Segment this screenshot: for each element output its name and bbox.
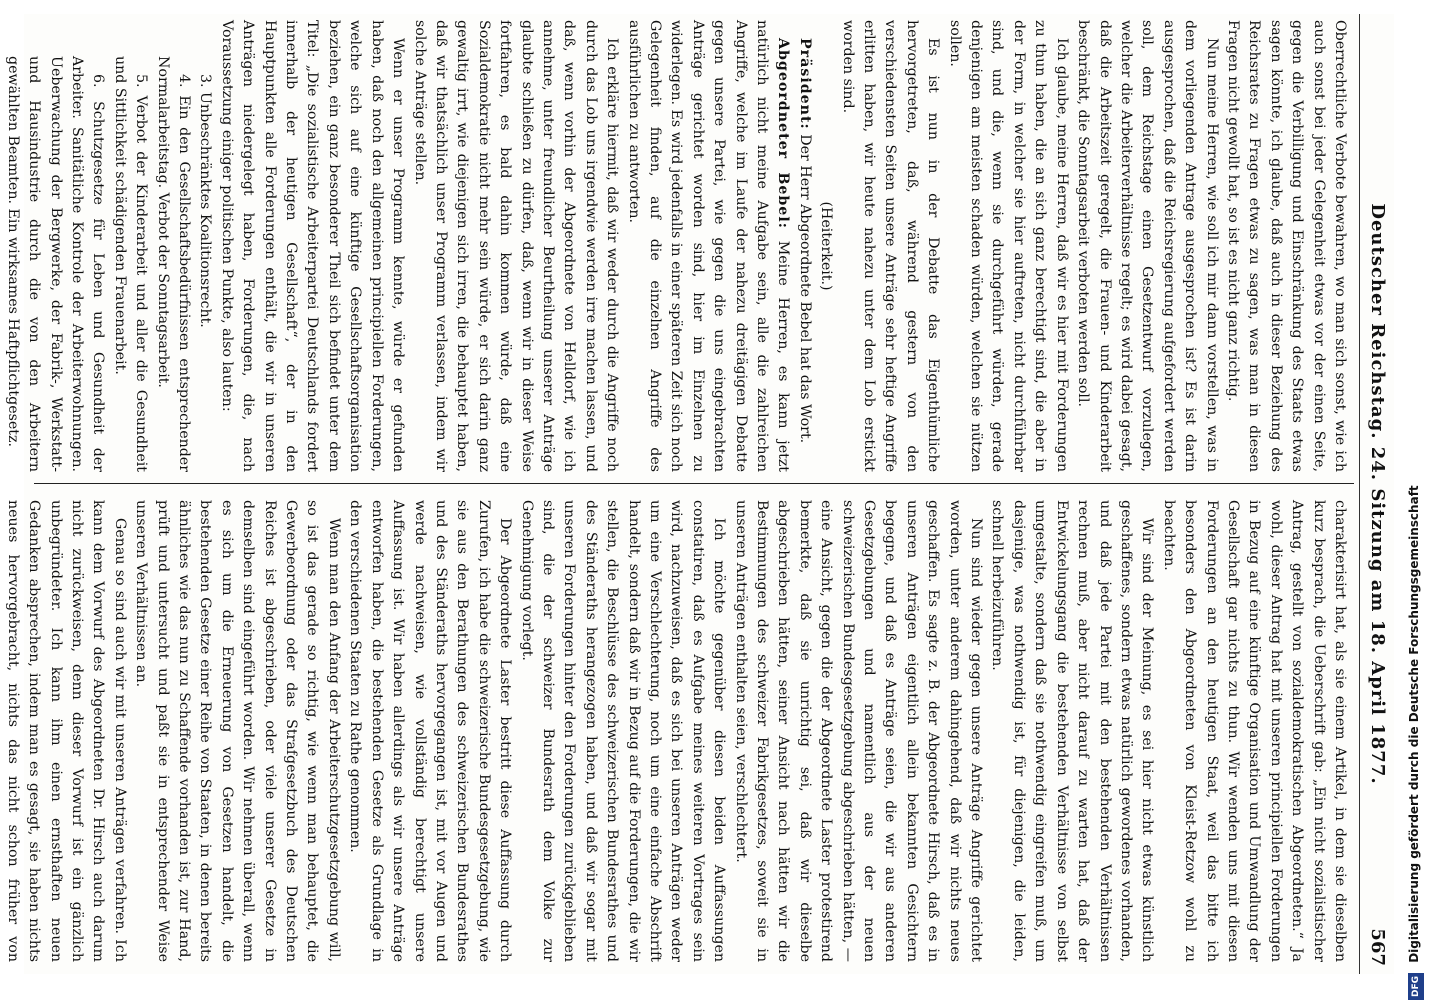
- speaker-paragraph: [793, 20, 814, 472]
- paragraph: Nun meine Herren, wie soll ich mir dann vorstellen, was in dem vorliegenden Antrage ausgesprochen ist? Es ist darin ausgesprochen, daß die Reichsregierung aufgefordert werden soll, dem Reichstage einen Gesetzentwurf vorzulegen, welcher die Arbeiterverhältnisse regelt; es wird dabei gesagt, daß die Arbeitszeit geregelt, die Frauen- und Kinderarbeit beschränkt, die Sonntagsarbeit verboten werden soll.: [1075, 20, 1220, 472]
- speech-text: Meine Herren, es kann jetzt natürlich nicht meine Aufgabe sein, alle die zahlreichen Angriffe, welche im Laufe der nahezu dreitägigen Debatte gegen unsere Partei, wie gegen die uns eingebrachten Anträge gerichtet worden sind, hier im Einzelnen zu widerlegen. Es wird jedenfalls in einer späteren Zeit sich noch Gelegenheit finden, auf die einzelnen Angriffe des ausführlichen zu antworten.: [625, 20, 792, 472]
- page-number: 567: [1367, 928, 1388, 966]
- paragraph: Ich möchte gegenüber diesen beiden Auffassungen constatiren, daß es Aufgabe meines weiteren Vortrages sein wird, nachzuweisen, daß es sich bei unseren Anträgen weder um eine Verschlechterung, noch um eine einfache Abschrift handelt, sondern daß wir in Bezug auf die Forderungen, die wir stellen, die Beschlüsse des schweizerischen Bundesrathes und des Ständeraths herangezogen haben, und daß wir sogar mit unseren Forderungen hinter den Forderungen zurückgeblieben sind, die der schweizer Bundesrath dem Volke zur Genehmigung vorlegt.: [518, 500, 728, 962]
- program-item: 5. Verbot der Kinderarbeit und aller die Gesundheit und Sittlichkeit schädigenden Frauenarbeit.: [111, 56, 150, 472]
- dfg-funding-note: [1402, 0, 1426, 1000]
- dfg-logo: DFG: [1408, 973, 1424, 1000]
- paragraph: Es ist nun in der Debatte das Eigenthümliche hervorgetreten, daß, während gestern von den verschiedensten Seiten unsere Anträge sehr heftige Angriffe erlitten haben, wir heute nahezu unter dem Lob erstickt worden sind.: [839, 20, 942, 472]
- paragraph: Genau so sind auch wir mit unseren Anträgen verfahren. Ich kann dem Vorwurf des Abgeordneten Dr. Hirsch auch darum nicht zurückweisen, denn dieser Vorwurf ist ein gänzlich unbegründeter. Ich kann ihm einen ernsthaften neuen Gedanken absprechen, indem man es gesagt, sie haben nichts neues hervorgebracht, nichts das nicht schon früher von: [4, 500, 128, 962]
- program-item: 4. Ein den Gesellschaftsbedürfnissen entsprechender Normalarbeitstag. Verbot der Sonntagsarbeit.: [154, 56, 193, 472]
- program-item: 6. Schutzgesetze für Leben und Gesundheit der Arbeiter. Sanitätliche Kontrole der Arbeiterwohnungen. Ueberwachung der Bergwerke, der Fabrik-, Werkstatt- und Hausindustrie durch die von den Arbeitern gewählten Beamten. Ein wirksames Haftpflichtgesetz.: [4, 56, 107, 472]
- rotated-page: [4, 14, 1394, 974]
- paragraph: Ich erkläre hiermit, daß wir weder durch die Angriffe noch durch das Lob uns irgendwie werden irre machen lassen, und daß, wenn vorhin der Abgeordnete von Helldorf, wie ich annehme, unter freundlicher Beurtheilung unserer Anträge glaubte schließen zu dürfen, daß, wenn wir in dieser Weise fortfahren, es bald dahin kommen würde, daß eine Sozialdemokratie nicht mehr sein würde, er sich darin ganz gewaltig irrt, wie diejenigen sich irren, die behauptet haben, daß wir thatsächlich unser Programm verlassen, indem wir solche Anträge stellen.: [411, 20, 621, 472]
- right-column: [4, 500, 1350, 962]
- left-column: [4, 20, 1350, 472]
- paragraph: Nun sind wieder gegen unsere Anträge Angriffe gerichtet worden, unter anderem dahingehend, daß wir nichts neues geschaffen. Es sagte z. B. der Abgeordnete Hirsch, daß es in unseren Anträgen eigentlich allein bekannten Gesichtern begegne, und daß es Anträge seien, die wir aus anderen Gesetzgebungen und namentlich aus der neuen schweizerischen Bundesgesetzgebung abgeschrieben hätten, — eine Ansicht, gegen die der Abgeordnete Laster protestirend bemerkte, daß sie unrichtig sei, daß wir dieselbe abgeschrieben hätten, seiner Ansicht nach hätten wir die Bestimmungen des schweizer Fabrikgesetzes, soweit sie in unseren Anträgen enthalten seien, verschlechtert.: [732, 500, 985, 962]
- paragraph: Ich glaube, meine Herren, daß wir es hier mit Forderungen zu thun haben, die an sich ganz berechtigt sind, die aber in der Form, in welcher sie hier auftreten, nicht durchführbar sind, und die, wenn sie durchgeführt würden, gerade denjenigen am meisten schaden würden, welchen sie nützen sollen.: [946, 20, 1070, 472]
- paragraph: Oberrechtliche Verbote bewahren, wo man sich sonst, wie ich auch sonst bei jeder Gelegenheit etwas vor der einen Seite, gegen die Verbilligung und Einschränkung des Staats etwas sagen könnte, ich glaube, daß auch in dieser Beziehung des Reichsrates zu Fragen etwas zu sagen, was man in diesen Fragen nicht gewollt hat, so ist es nicht ganz richtig.: [1224, 20, 1348, 472]
- paragraph: Wenn er unser Programm kennte, würde er gefunden haben, daß noch den allgemeinen principiellen Forderungen, welche sich auf eine künftige Gesellschaftsorganisation beziehen, ein ganz besonderer Theil sich befindet unter dem Titel: „Die sozialistische Arbeiterpartei Deutschlands fordert innerhalb der heutigen Gesellschaft“, der in den Hauptpunkten alle Forderungen enthält, die wir in unseren Anträgen niedergelegt haben, Forderungen, die, nach Voraussetzung einiger politischen Punkte, also lauten:: [218, 20, 407, 472]
- interjection: (Heiterkeit.): [818, 201, 835, 291]
- paragraph: charakterisirt hat, als sie einem Artikel, in dem sie dieselben kurz besprach, die Ueberschrift gab: „Ein nicht sozialistischer Antrag, gestellt von sozialdemokratischen Abgeordneten.“ Ja wohl, dieser Antrag hat mit unseren principiellen Forderungen in Bezug auf eine künftige Organisation und Umwandlung der Gesellschaft gar nichts zu thun. Wir wenden uns mit diesen Forderungen an den heutigen Staat, weil das bitte ich besonders den Abgeordneten von Kleist-Retzow wohl zu beachten.: [1160, 500, 1348, 962]
- page-header: [1359, 14, 1394, 974]
- dfg-funding-text: Digitalisierung gefördert durch die Deutsche Forschungsgemeinschaft: [1407, 485, 1421, 963]
- column-divider: [34, 483, 1354, 484]
- speech-text: Der Herr Abgeordnete Bebel hat das Wort.: [796, 134, 813, 444]
- speaker-paragraph: [622, 20, 793, 472]
- running-title: Deutscher Reichstag. 24. Sitzung am 18. April 1877.: [1367, 203, 1388, 785]
- speaker-name: Präsident:: [796, 38, 813, 130]
- paragraph: Wenn man den Anfang der Arbeiterschutzgesetzgebung will, so ist das gerade so richtig, wie wenn man behauptet, die Gewerbeordnung oder das Strafgesetzbuch des Deutschen Reiches ist abgeschrieben, oder viele unserer Gesetze in demselben sind eingeführt worden. Wir nehmen überall, wenn es sich um die Erneuerung von Gesetzen handelt, die bestehenden Gesetze einer Reihe von Staaten, in denen bereits ähnliches wie das nun zu Schaffende vorhanden ist, zur Hand, prüft und untersucht und paßt sie in entsprechender Weise unseren Verhältnissen an.: [133, 500, 342, 962]
- program-item: 3. Unbeschränktes Koalitionsrecht.: [197, 74, 214, 328]
- paragraph: Der Abgeordnete Laster bestritt diese Auffassung durch Zurufen, ich habe die schweizerische Bundesgesetzgebung, wie sie aus den Berathungen des schweizerischen Bundesrathes und des Ständeraths hervorgegangen ist, mit vor Augen und werde nachweisen, wie vollständig berechtigt unsere Auffassung ist. Wir haben allerdings als wir unsere Anträge entworfen haben, die bestehenden Gesetze als Grundlage in den verschiedenen Staaten zu Rathe genommen.: [347, 500, 514, 962]
- speaker-name: Abgeordneter Bebel:: [775, 38, 792, 229]
- paragraph: Wir sind der Meinung, es sei hier nicht etwas künstlich geschaffenes, sondern etwas natürlich gewordenes vorhanden, und daß jede Partei mit den bestehenden Verhältnissen rechnen muß, aber nicht darauf zu warten hat, daß der Entwickelungsgang die bestehenden Verhältnisse von selbst umgestalte, sondern daß sie nothwendig eingreifen muß, um dasjenige, was nothwendig ist, für diejenigen, die leiden, schnell herbeizuführen.: [989, 500, 1156, 962]
